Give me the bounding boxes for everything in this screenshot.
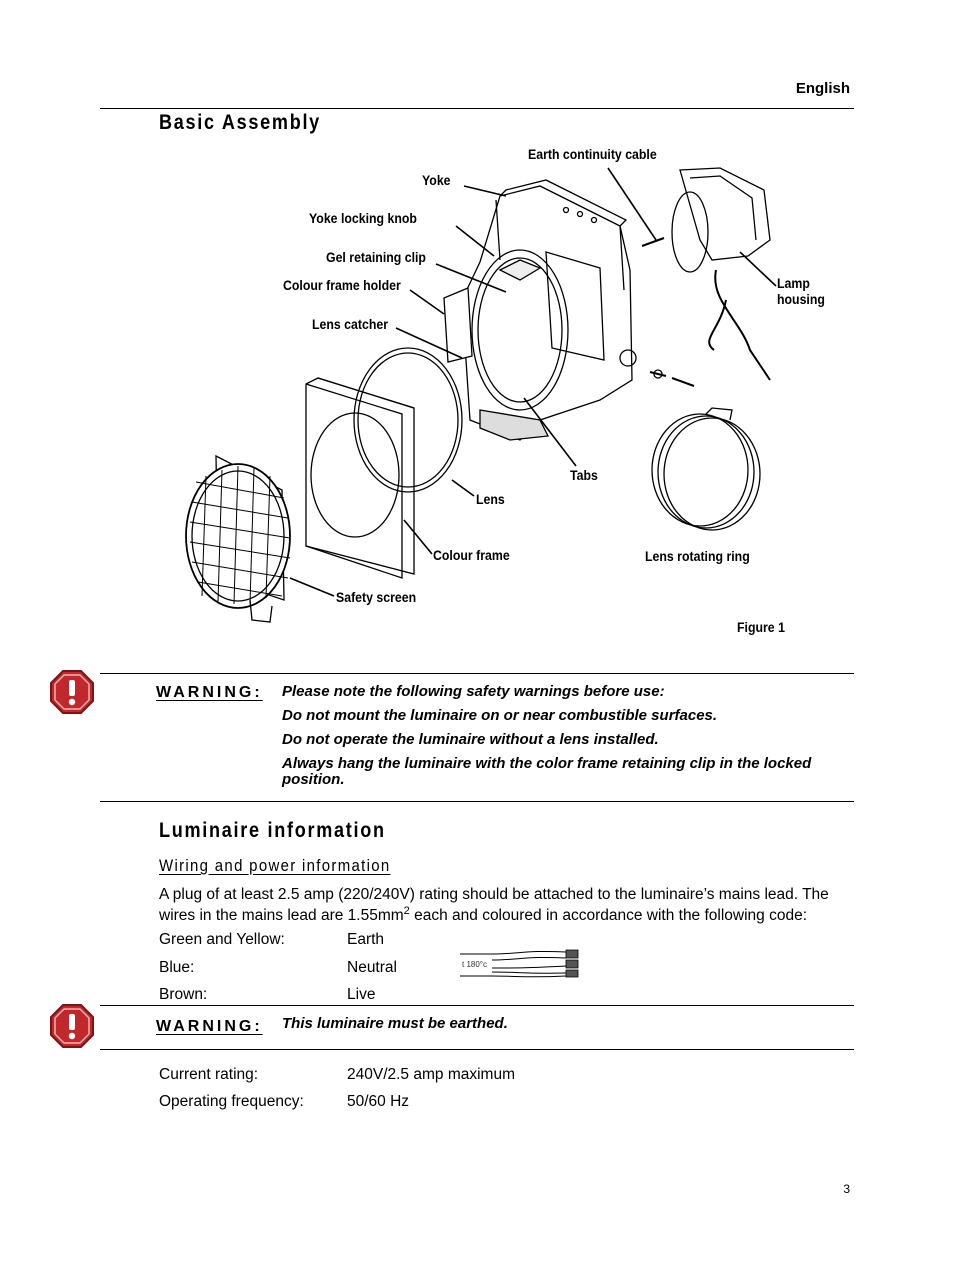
wiring-paragraph-superscript: 2 <box>403 905 410 917</box>
wire-value-neutral: Neutral <box>347 959 397 976</box>
warning2-label: WARNING: <box>156 1018 263 1035</box>
callout-tabs: Tabs <box>570 467 598 483</box>
callout-lens-catcher: Lens catcher <box>312 316 389 332</box>
rating-label-current: Current rating: <box>159 1066 259 1083</box>
callout-colour-frame-holder: Colour frame holder <box>283 277 401 293</box>
warning1-top-rule <box>100 673 854 674</box>
rating-value-current: 240V/2.5 amp maximum <box>347 1066 515 1083</box>
colour-frame-part <box>306 378 414 578</box>
warning1-label: WARNING: <box>156 684 263 701</box>
rating-value-frequency: 50/60 Hz <box>347 1093 410 1110</box>
section-title-luminaire-information: Luminaire information <box>159 819 386 842</box>
wiring-paragraph-part-b: each and coloured in accordance with the following code: <box>409 907 808 925</box>
wire-label-blue: Blue: <box>159 959 195 976</box>
callout-lamp-housing-line2: housing <box>777 291 825 307</box>
lamp-housing-part <box>672 168 770 380</box>
page-number: 3 <box>843 1182 850 1196</box>
cable-temperature-mark: t 180°c <box>462 960 487 969</box>
language-label: English <box>795 80 850 97</box>
callout-lamp-housing-line1: Lamp <box>777 275 810 291</box>
rating-label-frequency: Operating frequency: <box>159 1093 304 1110</box>
safety-screen-part <box>186 456 290 622</box>
warning2-top-rule <box>100 1005 854 1006</box>
warning2-bottom-rule <box>100 1049 854 1050</box>
warning-stop-icon <box>48 1002 96 1050</box>
wiring-paragraph-part-a: A plug of at least 2.5 amp (220/240V) rating should be attached to the luminaire’s mains lead. The wires in the mains lead are 1.55mm <box>159 886 829 925</box>
figure-caption: Figure 1 <box>737 619 785 635</box>
subsection-title-wiring: Wiring and power information <box>159 856 391 875</box>
callout-gel-retaining-clip: Gel retaining clip <box>326 249 426 265</box>
warning2-text: This luminaire must be earthed. <box>282 1015 508 1032</box>
callout-lens: Lens <box>476 491 505 507</box>
wire-value-earth: Earth <box>347 931 385 948</box>
mains-cable-illustration <box>458 946 584 980</box>
warning1-line-2: Do not mount the luminaire on or near combustible surfaces. <box>282 707 718 724</box>
callout-safety-screen: Safety screen <box>336 589 417 605</box>
callout-lens-rotating-ring: Lens rotating ring <box>645 548 750 564</box>
callout-earth-continuity-cable: Earth continuity cable <box>528 146 657 162</box>
warning1-bottom-rule <box>100 801 854 802</box>
warning1-line-4: Always hang the luminaire with the color frame retaining clip in the locked position. <box>282 755 812 788</box>
warning1-line-3: Do not operate the luminaire without a lens installed. <box>282 731 659 748</box>
luminaire-body-part <box>444 180 636 440</box>
lens-rotating-ring-part <box>652 408 760 530</box>
section-title-basic-assembly: Basic Assembly <box>159 111 321 134</box>
callout-yoke: Yoke <box>422 172 451 188</box>
warning-stop-icon <box>48 668 96 716</box>
wire-value-live: Live <box>347 986 376 1003</box>
warning1-line-1: Please note the following safety warnings before use: <box>282 683 665 700</box>
callout-yoke-locking-knob: Yoke locking knob <box>309 210 417 226</box>
callout-colour-frame: Colour frame <box>433 547 510 563</box>
wire-label-green-yellow: Green and Yellow: <box>159 931 285 948</box>
wiring-paragraph <box>159 886 854 924</box>
wire-label-brown: Brown: <box>159 986 208 1003</box>
